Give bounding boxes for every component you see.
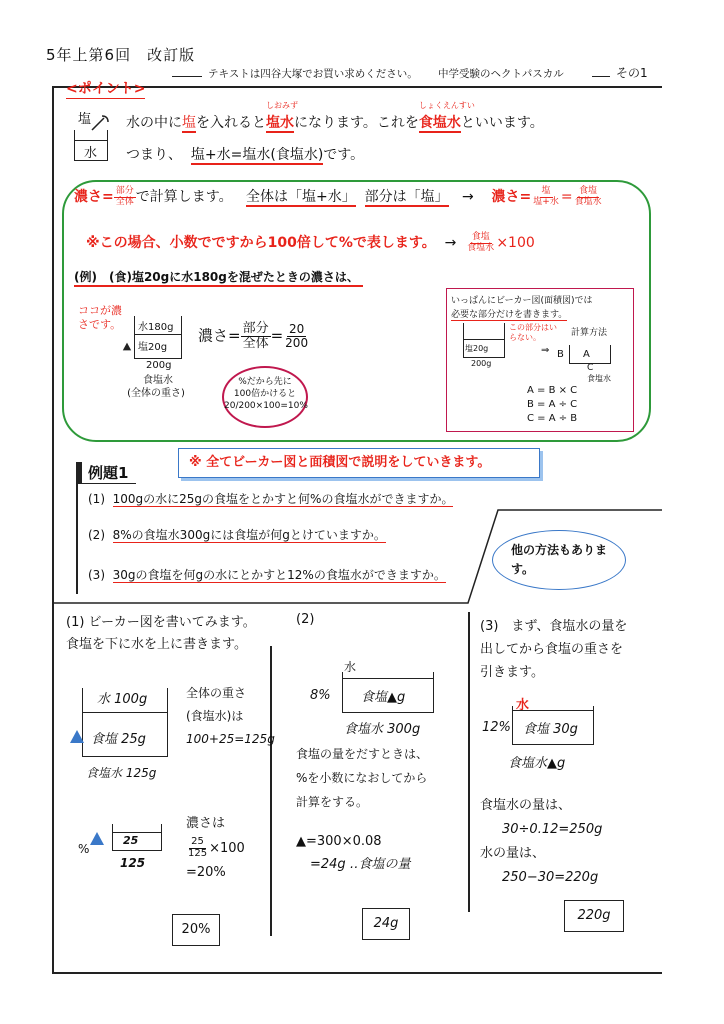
side-explanation-box: いっぱんにビーカー図(面積図)では 必要な部分だけを書きます。 塩20g 200g この部分はいらない。 計算方法 ⇒ B A C 食塩水 A = B × C B = A ÷ C C = A ÷ B: [446, 288, 634, 432]
example-beaker-caption: 食塩水 (全体の重さ): [127, 375, 185, 399]
header-page: その1: [592, 64, 648, 81]
col1-pct: %: [78, 842, 90, 856]
col2-water: 水: [344, 660, 357, 674]
header-author: 中学受験のヘクトパスカル: [438, 68, 564, 80]
col2-calc: ▲=300×0.08 =24g ‥食塩の量: [296, 834, 411, 873]
col1-beaker2: 25: [112, 824, 162, 851]
col2-beaker: 食塩▲g: [342, 672, 434, 713]
col2-answer: 24g: [362, 908, 410, 940]
col3-title: (3) まず、食塩水の量を 出してから食塩の重さを 引きます。: [480, 619, 628, 680]
point-beaker: 塩 水: [74, 108, 110, 164]
col-divider-2: [468, 612, 470, 912]
example-calc: 濃さ= $\frac{\text{部分}}{\text{全体}}$ = $\frac{20}{200}$: [198, 321, 309, 351]
col2-title: (2): [296, 612, 315, 627]
concentration-formula: 濃さ= $\frac{\text{部分}}{\text{全体}}$ で計算します。 全体は「塩+水」 部分は「塩」 → 濃さ= $\frac{\text{塩}}{\text{塩+水}}$ = $\frac{\text{食塩}}{\text{食塩水}}$: [74, 186, 602, 207]
col1-weight: 全体の重さ (食塩水)は 100+25=125g: [186, 686, 275, 746]
col1-conc: 濃さは $\frac{25}{125}$ ×100 =20%: [186, 816, 245, 881]
col2-text: 食塩の量をだすときは、 %を小数になおしてから 計算をする。: [296, 747, 429, 809]
col1-b2-total: 125: [120, 856, 146, 870]
col2-total: 食塩水 300g: [344, 722, 421, 737]
col3-total: 食塩水▲g: [508, 756, 566, 771]
col3-calc: 食塩水の量は、 30÷0.12=250g 水の量は、 250−30=220g: [480, 798, 603, 886]
concentration-example: (例) (食)塩20gに水180gを混ぜたときの濃さは、: [74, 268, 363, 287]
col3-water: 水: [516, 698, 530, 713]
col3-beaker: 食塩 30g: [512, 706, 594, 745]
frame-bottom: [52, 972, 662, 974]
col2-pct: 8%: [310, 688, 331, 703]
question-1: (1) 100gの水に25gの食塩をとかすと何%の食塩水ができますか。: [88, 492, 454, 506]
example1-tag: 例題1: [76, 462, 136, 484]
percent-bubble: %だから先に 100倍かけると 20/200×100=10%: [222, 366, 308, 428]
col1-title: (1) ビーカー図を書いてみます。 食塩を下に水を上に書きます。: [66, 615, 256, 653]
point-line1: 水の中に塩を入れると しおみず 塩水になります。これを しょくえんすい 食塩水といいます。: [126, 101, 544, 131]
header-notice: テキストは四谷大塚でお買い求めください。: [172, 66, 418, 81]
col3-answer: 220g: [564, 900, 624, 932]
col1-beaker: 水 100g 食塩 25g: [82, 688, 168, 757]
col1-total: 食塩水 125g: [86, 766, 157, 780]
point-tag: <ポイント>: [66, 78, 145, 99]
page-title: 5年上第6回 改訂版: [46, 46, 196, 64]
triangle-icon: [90, 832, 104, 845]
example1-banner: ※ 全てビーカー図と面積図で説明をしていきます。: [178, 448, 540, 478]
example-beaker: 水180g 塩20g 200g: [128, 316, 184, 368]
question-2: (2) 8%の食塩水300gには食塩が何gとけていますか。: [88, 528, 386, 542]
concentration-note: ※この場合、小数でですから100倍して%で表します。 → $\frac{\text{食塩}}{\text{食塩水}}$ ×100: [86, 232, 535, 253]
point-line2: つまり、 塩+水=塩水(食塩水)です。: [126, 147, 365, 163]
col1-answer: 20%: [172, 914, 220, 946]
other-method-bubble: 他の方法もあります。: [492, 530, 626, 590]
here-label: ココが濃さです。: [78, 304, 122, 332]
col3-pct: 12%: [482, 720, 511, 735]
triangle-icon: [70, 730, 84, 743]
question-3: (3) 30gの食塩を何gの水にとかすと12%の食塩水ができますか。: [88, 568, 446, 582]
